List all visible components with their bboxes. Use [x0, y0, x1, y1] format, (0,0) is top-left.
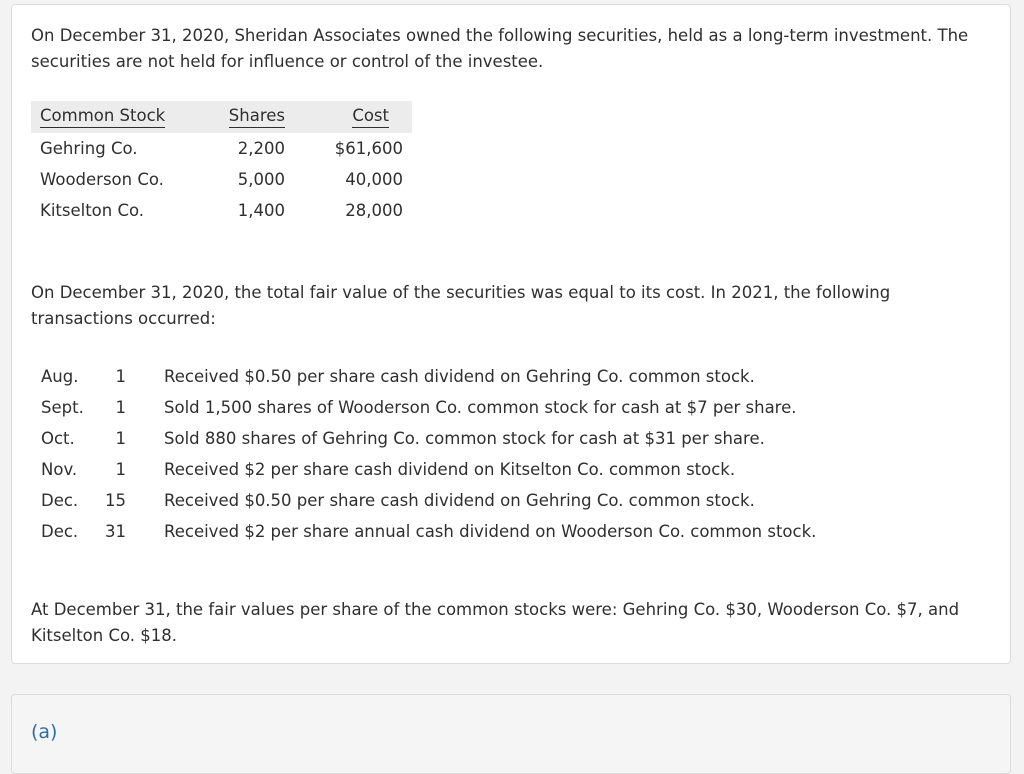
transaction-row — [41, 423, 816, 454]
intro-text: On December 31, 2020, Sheridan Associates owned the following securities, held as a long-term investment. The securities are not held for influence or control of the investee. — [31, 26, 969, 71]
security-shares: 2,200 — [237, 139, 285, 158]
security-shares: 5,000 — [237, 170, 285, 189]
securities-header-row — [31, 101, 412, 133]
part-label: (a) — [31, 721, 58, 743]
transaction-day: 1 — [115, 460, 126, 479]
transaction-description: Received $0.50 per share cash dividend on Gehring Co. common stock. — [164, 491, 755, 510]
security-cost: 28,000 — [345, 201, 403, 220]
security-cost: $61,600 — [334, 139, 403, 158]
transaction-row — [41, 361, 816, 392]
table-row — [31, 195, 412, 226]
transactions-table — [41, 361, 816, 547]
transaction-month: Aug. — [41, 367, 79, 386]
table-row — [31, 133, 412, 164]
transaction-day: 31 — [105, 522, 126, 541]
fair-value-text: On December 31, 2020, the total fair value of the securities was equal to its cost. In 2021, the following transactions occurred: — [31, 283, 891, 328]
security-shares: 1,400 — [237, 201, 285, 220]
transaction-description: Sold 880 shares of Gehring Co. common stock for cash at $31 per share. — [164, 429, 765, 448]
transaction-row — [41, 516, 816, 547]
table-row — [31, 164, 412, 195]
part-a-card — [11, 694, 1011, 774]
security-cost: 40,000 — [345, 170, 403, 189]
transaction-month: Nov. — [41, 460, 78, 479]
transaction-month: Dec. — [41, 522, 79, 541]
security-name: Wooderson Co. — [40, 170, 164, 189]
security-name: Gehring Co. — [40, 139, 138, 158]
transaction-day: 1 — [115, 398, 126, 417]
transaction-description: Received $2 per share cash dividend on Kitselton Co. common stock. — [164, 460, 736, 479]
problem-card — [11, 4, 1011, 664]
transaction-month: Oct. — [41, 429, 75, 448]
transaction-description: Received $0.50 per share cash dividend on Gehring Co. common stock. — [164, 367, 755, 386]
header-cost: Cost — [295, 101, 412, 133]
header-shares: Shares — [205, 101, 295, 133]
header-common-stock: Common Stock — [31, 101, 205, 133]
fair-values-text: At December 31, the fair values per share of the common stocks were: Gehring Co. $30, Wooderson Co. $7, and Kitselton Co. $18. — [31, 600, 960, 645]
securities-table — [31, 101, 412, 226]
transaction-row — [41, 392, 816, 423]
transaction-row — [41, 485, 816, 516]
transaction-day: 1 — [115, 367, 126, 386]
transaction-month: Sept. — [41, 398, 84, 417]
transaction-row — [41, 454, 816, 485]
transaction-description: Received $2 per share annual cash dividend on Wooderson Co. common stock. — [164, 522, 817, 541]
transaction-day: 1 — [115, 429, 126, 448]
transaction-month: Dec. — [41, 491, 79, 510]
transaction-day: 15 — [105, 491, 126, 510]
transaction-description: Sold 1,500 shares of Wooderson Co. common stock for cash at $7 per share. — [164, 398, 797, 417]
security-name: Kitselton Co. — [40, 201, 145, 220]
